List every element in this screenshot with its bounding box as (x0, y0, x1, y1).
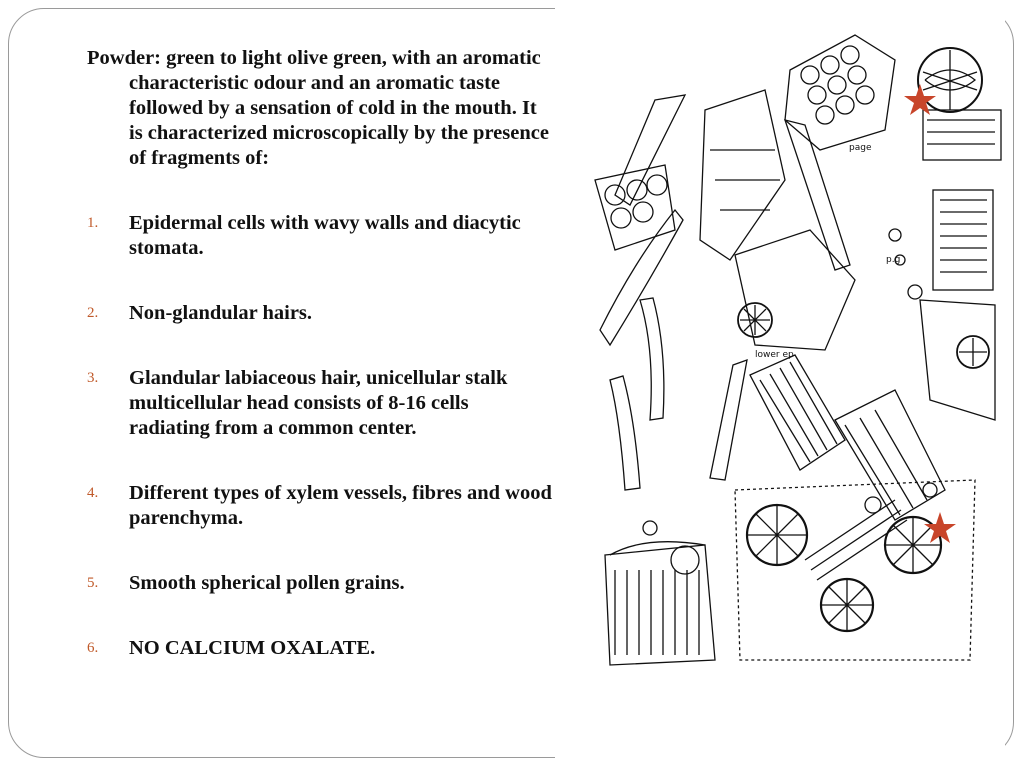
non-glandular-hair (600, 95, 850, 490)
epidermis-stomata (735, 229, 995, 420)
list-number: 3. (87, 370, 99, 386)
lower-tissue (605, 480, 975, 665)
parenchyma-fragment (785, 35, 895, 150)
list-item-6 (87, 636, 553, 661)
label-page: page (849, 143, 872, 153)
list-item-2 (87, 301, 553, 326)
list-text: Epidermal cells with wavy walls and diacytic stomata. (129, 212, 521, 259)
list-number: 2. (87, 305, 99, 321)
label-lower-ep: lower ep (755, 350, 794, 360)
list-number: 4. (87, 485, 99, 501)
list-item-4 (87, 481, 553, 531)
text-column (87, 46, 553, 726)
list-item-5 (87, 571, 553, 596)
list-text: Smooth spherical pollen grains. (129, 572, 405, 594)
list-text: Different types of xylem vessels, fibres and wood parenchyma. (129, 482, 552, 529)
glandular-hair-top (918, 48, 1001, 160)
label-pg: p.g (886, 255, 901, 265)
list-item-1 (87, 211, 553, 261)
list-text: Non-glandular hairs. (129, 302, 313, 324)
microscopy-figure (555, 0, 1005, 768)
list-number: 1. (87, 215, 99, 231)
list-text: NO CALCIUM OXALATE. (129, 637, 376, 659)
list-number: 6. (87, 640, 99, 656)
figure-labels (755, 143, 900, 360)
list-text: Glandular labiaceous hair, unicellular stalk multicellular head consists of 8-16 cells radiating from a common center. (129, 367, 508, 439)
list-number: 5. (87, 575, 99, 591)
list-item-3 (87, 366, 553, 441)
intro-paragraph: Powder: green to light olive green, with an aromatic characteristic odour and an aromatic taste followed by a sensation of cold in the mouth. It is characterized microscopically by the presence of fragments of: (87, 47, 549, 169)
